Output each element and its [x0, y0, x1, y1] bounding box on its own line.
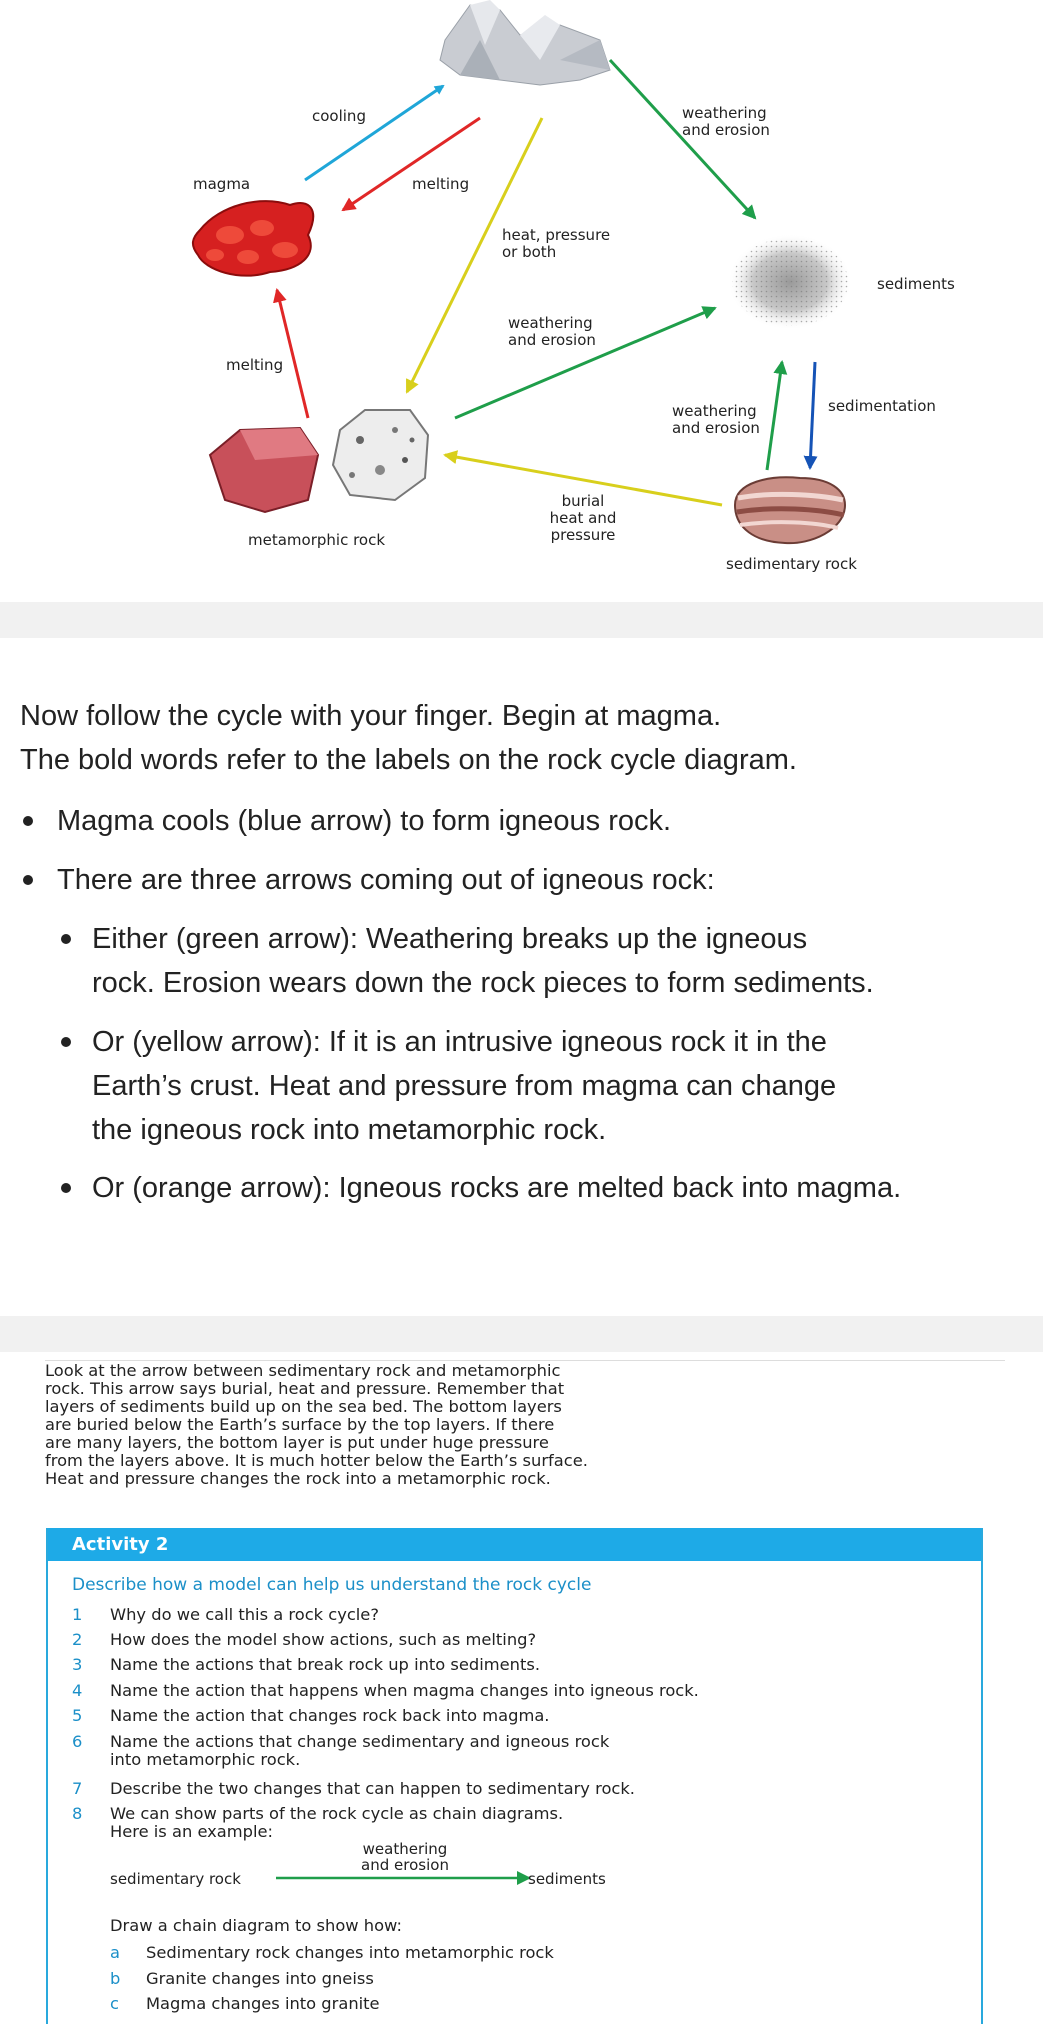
rock-cycle-diagram: [0, 0, 1043, 602]
sub-bullet-2-line-2: Earth’s crust. Heat and pressure from magma can change: [92, 1070, 837, 1102]
question-text: Name the action that changes rock back into magma.: [110, 1706, 550, 1725]
section-divider: [0, 1316, 1043, 1352]
chain-from: sedimentary rock: [110, 1870, 241, 1888]
label-weathering-top: weathering and erosion: [682, 104, 770, 139]
igneous-crystal-image: [440, 0, 610, 85]
sedimentation-arrow: [810, 362, 815, 468]
bullet-dot: [61, 1037, 71, 1047]
sub-bullet-1-line-2: rock. Erosion wears down the rock pieces to form sediments.: [92, 967, 874, 999]
paragraph-line: are buried below the Earth’s surface by the top layers. If there: [45, 1415, 555, 1434]
intro-paragraph: [45, 1362, 765, 1488]
sub-item-letter: c: [110, 1994, 119, 2013]
paragraph-line: layers of sediments build up on the sea bed. The bottom layers: [45, 1397, 562, 1416]
label-metamorphic-rock: metamorphic rock: [248, 531, 386, 549]
label-heat-pressure: heat, pressure or both: [502, 226, 611, 261]
chain-to: sediments: [528, 1870, 606, 1888]
sedimentary-rock-image: [735, 477, 845, 543]
bullet-1-text: Magma cools (blue arrow) to form igneous rock.: [57, 805, 672, 837]
question-number: 2: [72, 1630, 83, 1649]
granite-image: [333, 410, 428, 500]
question-number: 5: [72, 1706, 83, 1725]
question-text: We can show parts of the rock cycle as chain diagrams.: [110, 1804, 564, 1823]
intro-line-2: The bold words refer to the labels on the rock cycle diagram.: [20, 744, 797, 776]
bullet-2-text: There are three arrows coming out of igneous rock:: [57, 864, 715, 896]
question-number: 8: [72, 1804, 83, 1823]
chain-arrow: [274, 1868, 534, 1888]
question-number: 4: [72, 1681, 83, 1700]
sub-item-text: Granite changes into gneiss: [146, 1969, 374, 1988]
paragraph-line: Heat and pressure changes the rock into a metamorphic rock.: [45, 1469, 551, 1488]
sub-bullet-3: [92, 1166, 901, 1210]
activity-header: [48, 1528, 981, 1561]
bullet-1: [57, 799, 671, 843]
cooling-arrow: [305, 86, 443, 180]
paragraph-line: Look at the arrow between sedimentary rock and metamorphic: [45, 1361, 561, 1380]
label-weathering-right: weathering and erosion: [672, 402, 760, 437]
bullet-dot: [23, 816, 33, 826]
label-melting-left: melting: [226, 356, 284, 374]
sub-item-letter: a: [110, 1943, 120, 1962]
instructions-section: [0, 638, 1043, 1316]
bullet-dot: [61, 934, 71, 944]
sub-bullet-1: [92, 917, 874, 1005]
label-burial: burial heat and pressure: [549, 492, 617, 544]
bullet-dot: [61, 1183, 71, 1193]
label-sedimentation: sedimentation: [828, 397, 936, 415]
question-text: Name the actions that break rock up into sediments.: [110, 1655, 541, 1674]
sub-bullet-2-line-3: the igneous rock into metamorphic rock.: [92, 1114, 607, 1146]
label-sediments: sediments: [877, 275, 955, 293]
activity-subtitle: Describe how a model can help us understand the rock cycle: [72, 1575, 592, 1595]
question-text: Name the action that happens when magma changes into igneous rock.: [110, 1681, 699, 1700]
sub-item-text: Sedimentary rock changes into metamorphic rock: [146, 1943, 554, 1962]
label-melting-top: melting: [412, 175, 470, 193]
magma-image: [193, 201, 313, 276]
section-divider: [0, 602, 1043, 638]
question-text: Why do we call this a rock cycle?: [110, 1605, 379, 1624]
question-text-cont: Here is an example:: [110, 1822, 274, 1841]
weathering-arrow-top: [610, 60, 755, 218]
label-weathering-mid: weathering and erosion: [508, 314, 596, 349]
textbook-page: [0, 1352, 1043, 2024]
draw-prompt-text: Draw a chain diagram to show how:: [110, 1916, 402, 1935]
question-text-cont: into metamorphic rock.: [110, 1750, 301, 1769]
question-number: 7: [72, 1779, 83, 1798]
weathering-arrow-right: [767, 362, 782, 470]
sub-bullet-2-line-1: Or (yellow arrow): If it is an intrusive igneous rock it in the: [92, 1026, 827, 1058]
question-number: 1: [72, 1605, 83, 1624]
intro-line-1: Now follow the cycle with your finger. Begin at magma.: [20, 700, 722, 732]
question-text: Describe the two changes that can happen to sedimentary rock.: [110, 1779, 635, 1798]
question-number: 3: [72, 1655, 83, 1674]
sub-bullet-2: [92, 1020, 836, 1152]
paragraph-line: rock. This arrow says burial, heat and pressure. Remember that: [45, 1379, 565, 1398]
bullet-dot: [23, 875, 33, 885]
rock-cycle-svg: [0, 0, 1043, 602]
activity-title: Activity 2: [72, 1534, 169, 1555]
question-number: 6: [72, 1732, 83, 1751]
sub-bullet-3-text: Or (orange arrow): Igneous rocks are melted back into magma.: [92, 1172, 902, 1204]
sub-bullet-1-line-1: Either (green arrow): Weathering breaks up the igneous: [92, 923, 808, 955]
paragraph-line: are many layers, the bottom layer is put under huge pressure: [45, 1433, 549, 1452]
question-text: Name the actions that change sedimentary and igneous rock: [110, 1732, 610, 1751]
paragraph-line: from the layers above. It is much hotter below the Earth’s surface.: [45, 1451, 588, 1470]
chain-action: weathering and erosion: [361, 1840, 449, 1874]
label-cooling: cooling: [312, 107, 366, 125]
label-magma: magma: [193, 175, 251, 193]
question-text: How does the model show actions, such as melting?: [110, 1630, 537, 1649]
melting-arrow-top: [343, 118, 480, 210]
melting-arrow-left: [277, 290, 308, 418]
sub-item-letter: b: [110, 1969, 121, 1988]
metamorphic-rock-image: [210, 428, 318, 512]
sub-item-text: Magma changes into granite: [146, 1994, 380, 2013]
bullet-2: [57, 858, 715, 902]
sediments-image: [728, 234, 852, 330]
activity-box: [46, 1528, 983, 2024]
label-sedimentary-rock: sedimentary rock: [726, 555, 857, 573]
